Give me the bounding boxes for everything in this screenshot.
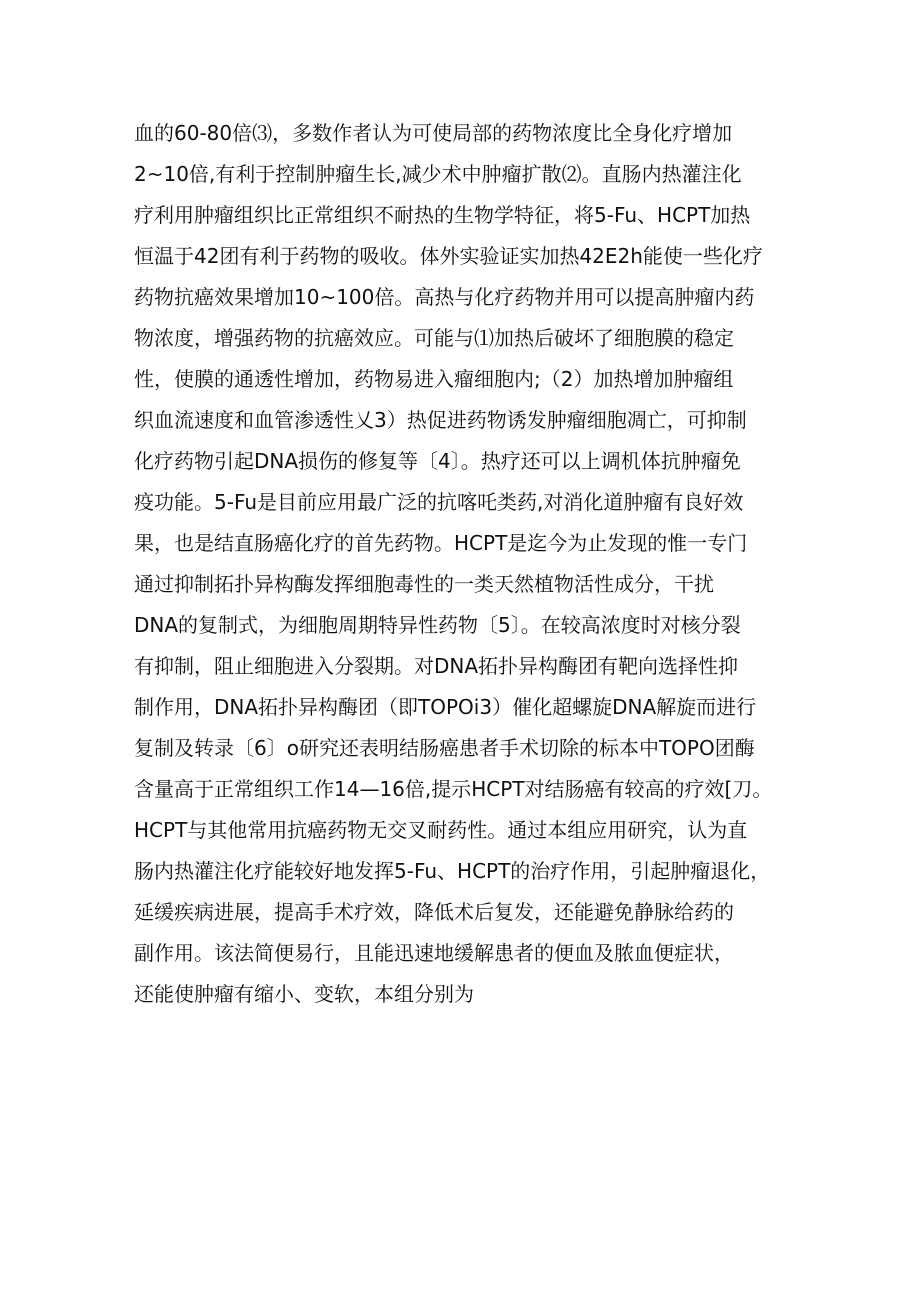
text-line: 织血流速度和血管渗透性乂3）热促进药物诱发肿瘤细胞凋亡，可抑制 [134,408,747,432]
text-line: 化疗药物引起DNA损伤的修复等〔4〕。热疗还可以上调机体抗肿瘤免 [134,449,741,473]
text-line: 2~10倍,有利于控制肿瘤生长,减少术中肿瘤扩散⑵。直肠内热灌注化 [134,162,742,186]
text-line: 复制及转录〔6〕o研究还表明结肠癌患者手术切除的标本中TOPO团酶 [134,736,755,760]
text-line: 肠内热灌注化疗能较好地发挥5-Fu、HCPT的治疗作用，引起肿瘤退化， [134,859,771,883]
text-line: 性，使膜的通透性增加，药物易进入瘤细胞内;（2）加热增加肿瘤组 [134,367,734,391]
text-line: 副作用。该法简便易行，且能迅速地缓解患者的便血及脓血便症状， [134,941,734,965]
text-line: 有抑制，阻止细胞进入分裂期。对DNA拓扑异构酶团有靶向选择性抑 [134,654,739,678]
text-line: 还能使肿瘤有缩小、变软，本组分别为 [134,982,474,1006]
text-line: HCPT与其他常用抗癌药物无交叉耐药性。通过本组应用研究，认为直 [134,818,748,842]
text-line: 果，也是结直肠癌化疗的首先药物。HCPT是迄今为止发现的惟一专门 [134,531,748,555]
text-line: 药物抗癌效果增加10~100倍。高热与化疗药物并用可以提高肿瘤内药 [134,285,755,309]
text-line: DNA的复制式，为细胞周期特异性药物〔5〕。在较高浓度时对核分裂 [134,613,741,637]
text-line: 疗利用肿瘤组织比正常组织不耐热的生物学特征，将5-Fu、HCPT加热 [134,203,751,227]
text-line: 通过抑制拓扑异构酶发挥细胞毒性的一类天然植物活性成分，干扰 [134,572,714,596]
text-line: 疫功能。5-Fu是目前应用最广泛的抗喀吒类药,对消化道肿瘤有良好效 [134,490,744,514]
text-line: 恒温于42团有利于药物的吸收。体外实验证实加热42E2h能使一些化疗 [134,244,763,268]
text-line: 延缓疾病进展，提高手术疗效，降低术后复发，还能避免静脉给药的 [134,900,734,924]
text-line: 物浓度，增强药物的抗癌效应。可能与⑴加热后破坏了细胞膜的稳定 [134,326,734,350]
text-line: 含量高于正常组织工作14—16倍,提示HCPT对结肠癌有较高的疗效[刀。 [134,777,773,801]
text-line: 血的60-80倍⑶，多数作者认为可使局部的药物浓度比全身化疗增加 [134,121,733,145]
text-line: 制作用，DNA拓扑异构酶团（即TOPOi3）催化超螺旋DNA解旋而进行 [134,695,757,719]
body-paragraph [134,113,814,1015]
